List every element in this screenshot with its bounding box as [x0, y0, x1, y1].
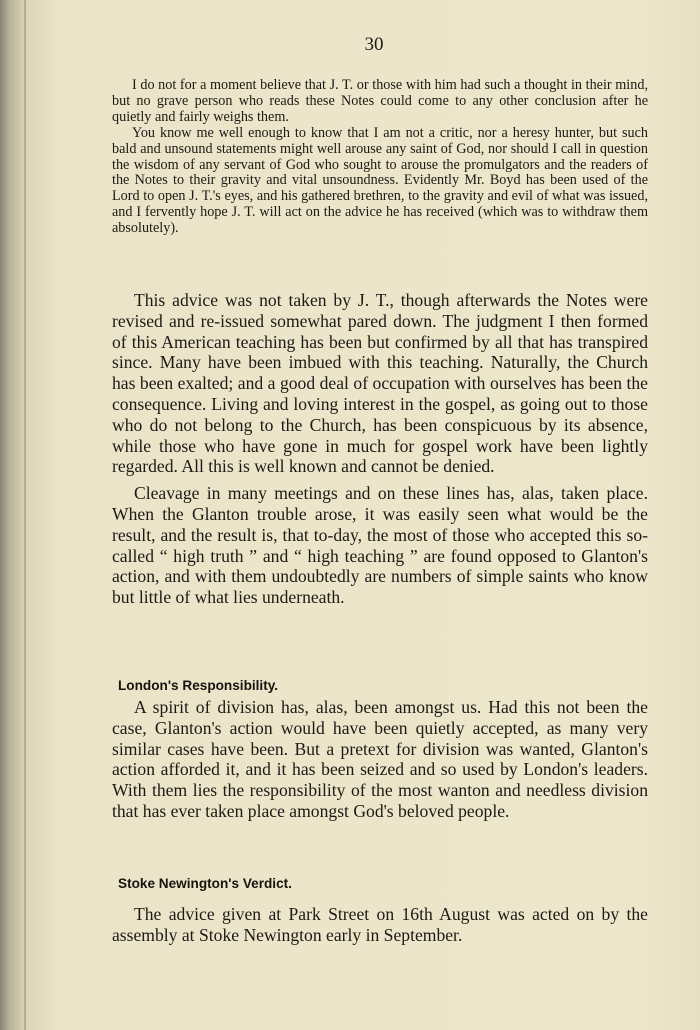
body-paragraph-2: Cleavage in many meetings and on these lines has, alas, taken place. When the Glanton trouble arose, it was easily seen what would be the result, and the result is, that to-day, the most of those who accepted this so-called “ high truth ” and “ high teaching ” are found opposed to Glanton's action, and with them undoubtedly are numbers of simple saints who know but little of what lies underneath.: [112, 483, 648, 608]
quote-paragraph-2: You know me well enough to know that I am not a critic, nor a heresy hunter, but such bald and unsound statements might well arouse any saint of God, nor should I call in question the wisdom of any servant of God who sought to arouse the promulgators and the readers of the Notes to their gravity and vital unsoundness. Evidently Mr. Boyd has been used of the Lord to open J. T.'s eyes, and his gathered brethren, to the gravity and evil of what was issued, and I fervently hope J. T. will act on the advice he has received (which was to withdraw them absolutely).: [112, 124, 648, 237]
section-stoke-paragraph: The advice given at Park Street on 16th August was acted on by the assembly at Stoke Newington early in September.: [112, 904, 648, 945]
section-heading-london: London's Responsibility.: [118, 678, 279, 693]
body-paragraph-1: This advice was not taken by J. T., though afterwards the Notes were revised and re-issued somewhat pared down. The judgment I then formed of this American teaching has been but confirmed by all that has transpired since. Many have been imbued with this teaching. Naturally, the Church has been exalted; and a good deal of occupation with ourselves has been the consequence. Living and loving interest in the gospel, as going out to those who do not belong to the Church, has been conspicuous by its absence, while those who have gone in much for gospel work have been lightly regarded. All this is well known and cannot be denied.: [112, 290, 648, 477]
section-stoke-text: [112, 904, 648, 946]
quote-paragraph-1: I do not for a moment believe that J. T. or those with him had such a thought in their mind, but no grave person who reads these Notes could come to any other conclusion after he quietly and fairly weighs them.: [112, 77, 648, 125]
section-heading-stoke-newington: Stoke Newington's Verdict.: [118, 876, 292, 891]
main-text: [112, 290, 648, 614]
page-number: 30: [364, 34, 384, 55]
section-london-text: [112, 697, 648, 822]
quoted-letter: [112, 78, 648, 237]
page-gutter: [24, 0, 26, 1030]
section-london-paragraph: A spirit of division has, alas, been amongst us. Had this not been the case, Glanton's action would have been quietly accepted, as many very similar cases have been. But a pretext for division was wanted, Glanton's action afforded it, and it has been seized and so used by London's leaders. With them lies the responsibility of the most wanton and needless division that has ever taken place amongst God's beloved people.: [112, 697, 648, 821]
